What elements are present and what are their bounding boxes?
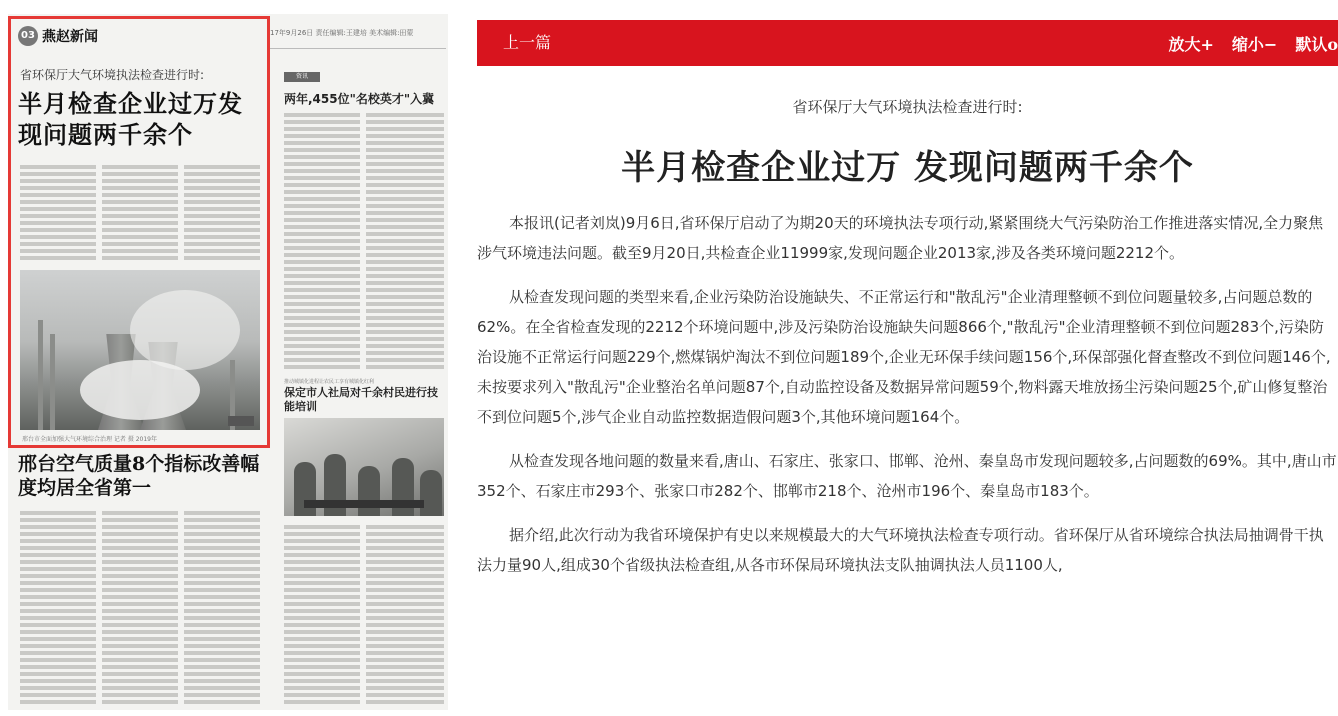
right-column-subtitle: 推动城镇化进程让农民工享有城镇化红利	[284, 379, 375, 385]
article-paragraph: 据介绍,此次行动为我省环境保护有史以来规模最大的大气环境执法检查专项行动。省环保厅从省环境综合执法局抽调骨干执法力量90人,组成30个省级执法检查组,从各市环保局环境执法支队抽调执法人员1100人,	[477, 526, 1324, 574]
second-article-headline[interactable]: 邢台空气质量8个指标改善幅度均居全省第一	[18, 453, 260, 499]
article-content	[477, 66, 1338, 716]
article-kicker: 省环保厅大气环境执法检查进行时:	[792, 98, 1023, 116]
thumbnail-text-column	[366, 522, 444, 708]
thumbnail-text-column	[102, 508, 178, 708]
default-size-button[interactable]: 默认o	[1295, 34, 1338, 54]
zoom-out-button[interactable]: 缩小−	[1231, 34, 1278, 54]
thumbnail-text-column	[20, 508, 96, 708]
info-tag: 资讯	[284, 72, 320, 82]
section-number-badge: 03	[18, 26, 38, 46]
article-toolbar	[477, 20, 1338, 66]
page-header-strip: 17年9月26日 责任编辑:王建培 美术编辑:田蒙	[270, 18, 446, 49]
font-size-controls	[1150, 20, 1338, 66]
article-title: 半月检查企业过万 发现问题两千余个	[621, 148, 1194, 188]
section-name: 燕赵新闻	[42, 29, 98, 45]
article-paragraph: 从检查发现各地问题的数量来看,唐山、石家庄、张家口、邯郸、沧州、秦皇岛市发现问题较多,占问题数的69%。其中,唐山市352个、石家庄市293个、张家口市282个、邯郸市218个、沧州市196个、秦皇岛市183个。	[477, 452, 1337, 500]
thumbnail-kicker: 省环保厅大气环境执法检查进行时:	[20, 68, 205, 82]
thumbnail-text-column	[366, 110, 444, 372]
right-column-headline[interactable]: 两年,455位"名校英才"入冀	[284, 92, 435, 106]
thumbnail-text-column	[284, 522, 360, 708]
article-body	[477, 208, 1338, 594]
selected-article-highlight[interactable]	[8, 16, 270, 448]
article-paragraph: 本报讯(记者刘岚)9月6日,省环保厅启动了为期20天的环境执法专项行动,紧紧围绕大气污染防治工作推进落实情况,全力聚焦涉气环境违法问题。截至9月20日,共检查企业11999家,发现问题企业2013家,涉及各类环境问题2212个。	[477, 214, 1324, 262]
thumbnail-text-column	[284, 110, 360, 372]
thumbnail-headline: 半月检查企业过万发现问题两千余个	[18, 89, 243, 149]
zoom-in-button[interactable]: 放大+	[1168, 34, 1214, 54]
photo-caption: 邢台市全面加强大气环境综合治理 记者 摄 2019年	[22, 436, 157, 443]
newspaper-page-thumbnail[interactable]	[8, 14, 448, 710]
right-column-headline-2[interactable]: 保定市人社局对千余村民进行技能培训	[284, 386, 438, 413]
article-paragraph: 从检查发现问题的类型来看,企业污染防治设施缺失、不正常运行和"散乱污"企业清理整顿不到位问题量较多,占问题总数的62%。在全省检查发现的2212个环境问题中,涉及污染防治设施缺失问题866个,"散乱污"企业清理整顿不到位问题283个,污染防治设施不正常运行问题229个,燃煤锅炉淘汰不到位问题189个,企业无环保手续问题156个,环保部强化督查整改不到位问题146个,未按要求列入"散乱污"企业整治名单问题87个,自动监控设备及数据异常问题59个,物料露天堆放扬尘污染问题25个,矿山修复整治不到位问题5个,涉气企业自动监控数据造假问题3个,其他环境问题164个。	[477, 288, 1331, 426]
thumbnail-text-column	[184, 508, 260, 708]
training-photo	[284, 418, 444, 516]
previous-article-link[interactable]: 上一篇	[503, 33, 552, 52]
